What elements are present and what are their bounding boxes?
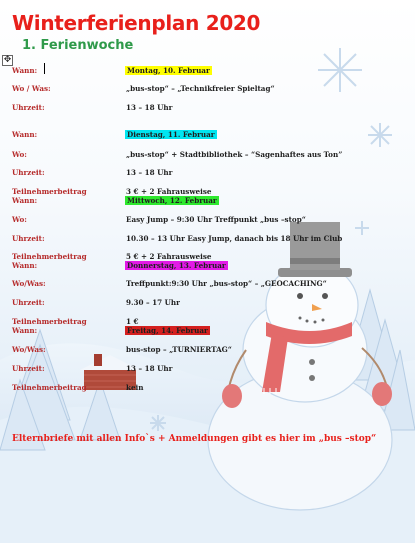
schedule-row xyxy=(0,215,415,228)
schedule-row xyxy=(0,234,415,247)
schedule-value: 1 € xyxy=(126,317,139,326)
schedule-row xyxy=(0,168,415,181)
schedule-value: „bus-stop“ + Stadtbibliothek – “Sagenhaftes aus Ton” xyxy=(126,150,343,159)
schedule-label: Uhrzeit: xyxy=(12,234,45,243)
schedule-label: Wann: xyxy=(12,130,38,139)
section-heading: 1. Ferienwoche xyxy=(22,38,134,53)
schedule-row xyxy=(0,66,415,79)
schedule-label: Wann: xyxy=(12,326,38,335)
schedule-row xyxy=(0,196,415,209)
schedule-row xyxy=(0,345,415,358)
footer-note: Elternbriefe mit allen Info`s + Anmeldungen gibt es hier im „bus –stop“ xyxy=(12,434,377,444)
schedule-date-highlight: Dienstag, 11. Februar xyxy=(127,130,215,139)
schedule-label: Wann: xyxy=(12,261,38,270)
schedule-label: Uhrzeit: xyxy=(12,103,45,112)
schedule-label: Teilnehmerbeitrag xyxy=(12,383,87,392)
schedule-row xyxy=(0,383,415,396)
schedule-label: Wo / Was: xyxy=(12,84,51,93)
schedule-value: 13 – 18 Uhr xyxy=(126,103,173,112)
schedule-label: Wo/Was: xyxy=(12,345,46,354)
schedule-label: Teilnehmerbeitrag xyxy=(12,317,87,326)
schedule-value: Easy Jump – 9:30 Uhr Treffpunkt „bus –stop“ xyxy=(126,215,306,224)
schedule-date-highlight: Donnerstag, 13. Februar xyxy=(127,261,226,270)
schedule-row xyxy=(0,326,415,339)
schedule-label: Uhrzeit: xyxy=(12,298,45,307)
schedule-value: 3 € + 2 Fahrausweise xyxy=(126,187,212,196)
schedule-value: bus-stop – „TURNIERTAG“ xyxy=(126,345,232,354)
schedule-value: „bus-stop“ – „Technikfreier Spieltag“ xyxy=(126,84,275,93)
schedule-label: Uhrzeit: xyxy=(12,168,45,177)
schedule-row xyxy=(0,261,415,274)
schedule-row xyxy=(0,150,415,163)
schedule-row xyxy=(0,298,415,311)
schedule-row xyxy=(0,84,415,97)
document-title: Winterferienplan 2020 xyxy=(12,11,261,35)
table-move-handle-icon[interactable]: ✥ xyxy=(3,55,12,65)
schedule-date-highlight: Freitag, 14. Februar xyxy=(127,326,208,335)
schedule-date-highlight: Montag, 10. Februar xyxy=(127,66,210,75)
schedule-label: Teilnehmerbeitrag xyxy=(12,187,87,196)
schedule-label: Wann: xyxy=(12,196,38,205)
schedule-label: Wann: xyxy=(12,66,38,75)
schedule-value: 10.30 – 13 Uhr Easy Jump, danach bis 18 Uhr im Club xyxy=(126,234,343,243)
schedule-label: Wo/Was: xyxy=(12,279,46,288)
schedule-value: 9.30 – 17 Uhr xyxy=(126,298,180,307)
schedule-date-highlight: Mittwoch, 12. Februar xyxy=(127,196,217,205)
schedule-row xyxy=(0,130,415,143)
schedule-value: kein xyxy=(126,383,144,392)
schedule-value: 13 – 18 Uhr xyxy=(126,168,173,177)
schedule-label: Wo: xyxy=(12,150,27,159)
schedule-value: 5 € + 2 Fahrausweise xyxy=(126,252,212,261)
schedule-row xyxy=(0,279,415,292)
schedule-value: 13 – 18 Uhr xyxy=(126,364,173,373)
schedule-label: Wo: xyxy=(12,215,27,224)
schedule-label: Teilnehmerbeitrag xyxy=(12,252,87,261)
schedule-row xyxy=(0,103,415,116)
schedule-value: Treffpunkt:9:30 Uhr „bus-stop“ – „GEOCACHING“ xyxy=(126,279,327,288)
schedule-row xyxy=(0,364,415,377)
schedule-label: Uhrzeit: xyxy=(12,364,45,373)
